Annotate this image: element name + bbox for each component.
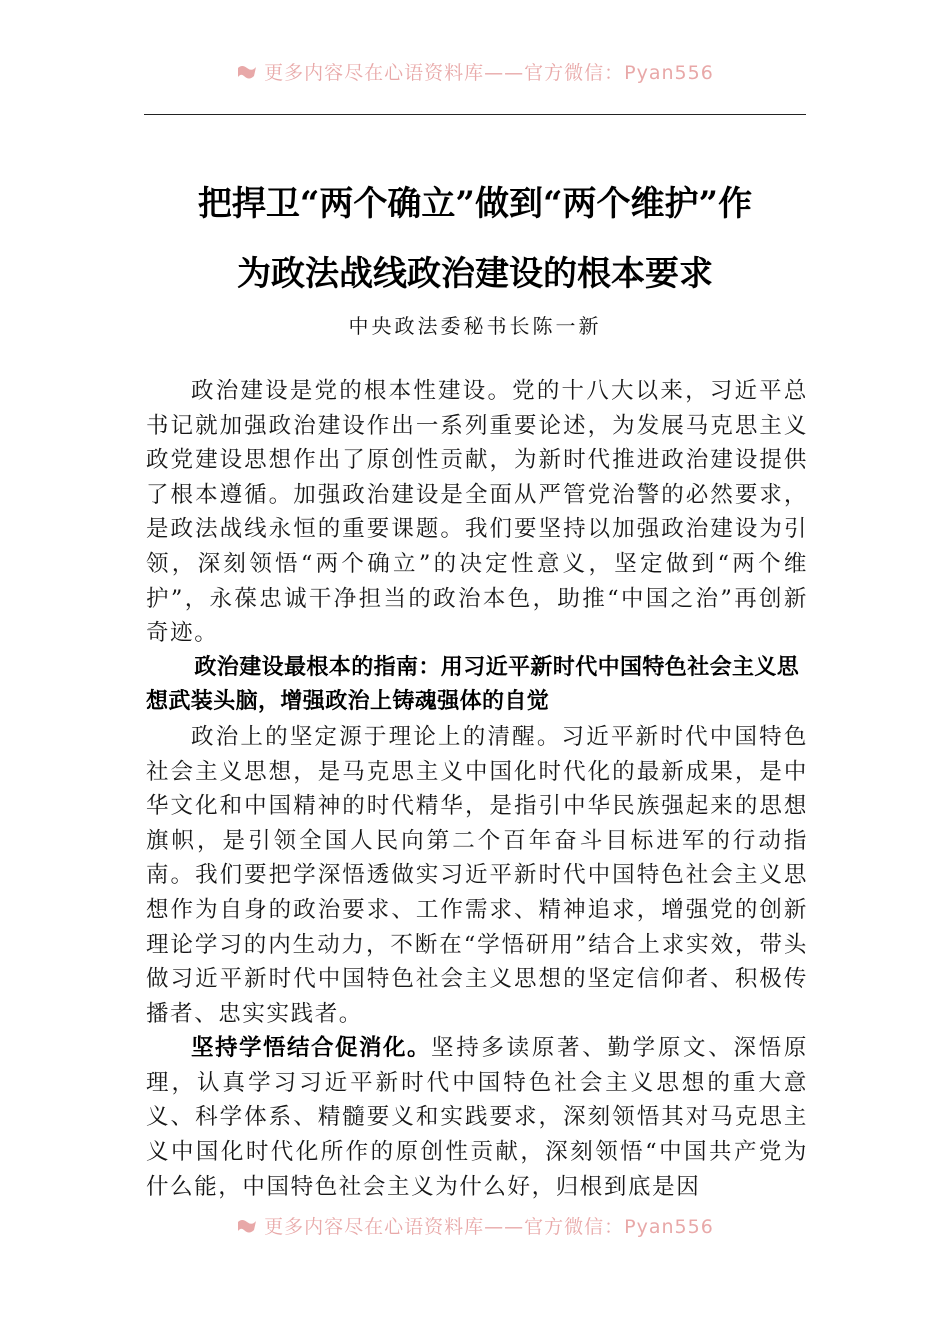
brand-logo-icon [236, 64, 258, 82]
paragraph-subsection [146, 1031, 808, 1204]
footer-watermark-text: 更多内容尽在心语资料库——官方微信：Pyan556 [264, 1216, 714, 1238]
subsection-text: 坚持多读原著、勤学原文、深悟原理，认真学习习近平新时代中国特色社会主义思想的重大意义、科学体系、精髓要义和实践要求，深刻领悟其对马克思主义中国化时代化所作的原创性贡献，深刻领悟“中国共产党为什么能，中国特色社会主义为什么好，归根到底是因 [146, 1035, 808, 1200]
document-author: 中央政法委秘书长陈一新 [348, 314, 602, 338]
paragraph-intro: 政治建设是党的根本性建设。党的十八大以来，习近平总书记就加强政治建设作出一系列重要论述，为发展马克思主义政党建设思想作出了原创性贡献，为新时代推进政治建设提供了根本遵循。加强政治建设是全面从严管党治警的必然要求，是政法战线永恒的重要课题。我们要坚持以加强政治建设为引领，深刻领悟“两个确立”的决定性意义，坚定做到“两个维护”，永葆忠诚干净担当的政治本色，助推“中国之治”再创新奇迹。 [146, 378, 808, 647]
section-heading: 政治建设最根本的指南：用习近平新时代中国特色社会主义思想武装头脑，增强政治上铸魂强体的自觉 [146, 654, 800, 715]
document-body [146, 374, 808, 1204]
paragraph-theory: 政治上的坚定源于理论上的清醒。习近平新时代中国特色社会主义思想，是马克思主义中国化时代化的最新成果，是中华文化和中国精神的时代精华，是指引中华民族强起来的思想旗帜，是引领全国人民向第二个百年奋斗目标进军的行动指南。我们要把学深悟透做实习近平新时代中国特色社会主义思想作为自身的政治要求、工作需求、精神追求，增强党的创新理论学习的内生动力，不断在“学悟研用”结合上求实效，带头做习近平新时代中国特色社会主义思想的坚定信仰者、积极传播者、忠实实践者。 [146, 723, 808, 1027]
header-watermark [0, 58, 950, 85]
document-title-line-2: 为政法战线政治建设的根本要求 [237, 254, 713, 294]
subsection-lead: 坚持学悟结合促消化。 [191, 1035, 432, 1062]
document-title-line-1: 把捍卫“两个确立”做到“两个维护”作 [197, 184, 753, 224]
header-divider [144, 114, 806, 115]
footer-watermark [0, 1212, 950, 1239]
header-watermark-text: 更多内容尽在心语资料库——官方微信：Pyan556 [264, 62, 714, 84]
brand-logo-icon [236, 1218, 258, 1236]
